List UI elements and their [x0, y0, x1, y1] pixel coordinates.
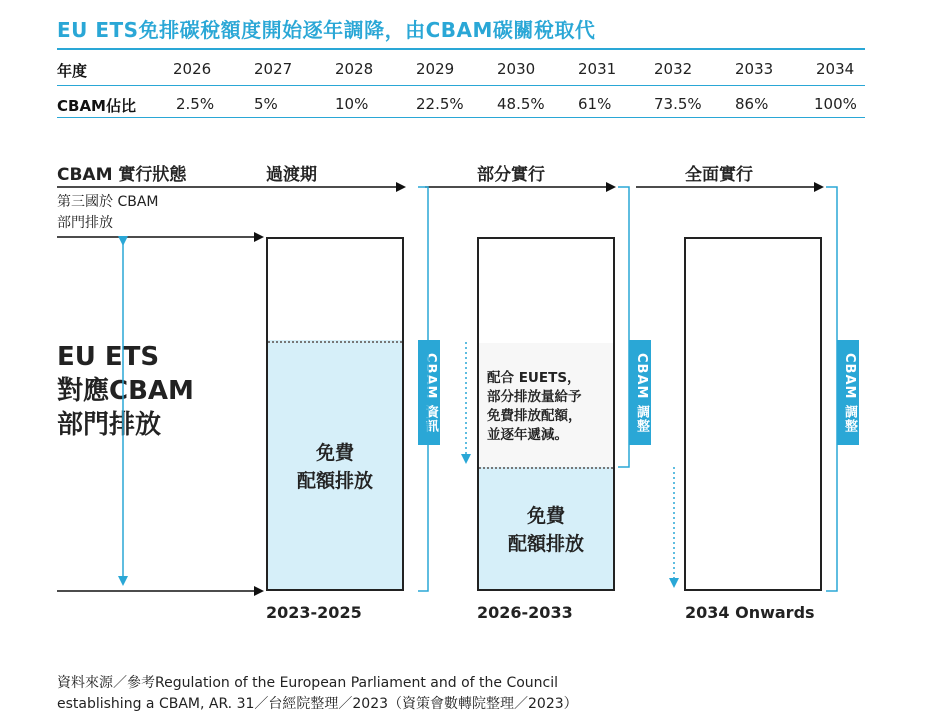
- phase-note-line: 並逐年遞減。: [487, 427, 568, 443]
- phase-bracket: [418, 187, 428, 591]
- share-cell: 10%: [335, 95, 369, 113]
- period-label: 2026-2033: [477, 603, 573, 622]
- cbam-adjust-tag: CBAM 調整: [629, 340, 651, 445]
- year-cell: 2032: [654, 60, 693, 78]
- year-cell: 2031: [578, 60, 617, 78]
- cbam-info-tag: CBAM 資訊: [418, 340, 440, 445]
- eu-ets-line: 部門排放: [57, 410, 162, 440]
- chart-title: EU ETS免排碳稅額度開始逐年調降，由CBAM碳關稅取代: [57, 18, 596, 42]
- phase-note-line: 免費排放配額，: [487, 408, 582, 424]
- year-cell: 2034: [816, 60, 855, 78]
- eu-ets-line: EU ETS: [57, 342, 160, 372]
- cbam-adjust-tag: CBAM 調整: [837, 340, 859, 445]
- free-allowance-line: 免費: [315, 442, 354, 464]
- share-cell: 22.5%: [416, 95, 464, 113]
- phase-name-full: 全面實行: [685, 165, 753, 185]
- phase-bracket: [618, 187, 629, 467]
- source-line: establishing a CBAM, AR. 31／台經院整理／2023（資策會數轉院整理／2023）: [57, 696, 578, 712]
- free-allowance-line: 免費: [526, 505, 565, 527]
- third-country-line: 第三國於 CBAM: [57, 194, 159, 210]
- year-cell: 2030: [497, 60, 536, 78]
- eu-ets-line: 對應CBAM: [57, 376, 194, 406]
- row-label-year: 年度: [57, 62, 88, 80]
- share-cell: 61%: [578, 95, 612, 113]
- source-note: [57, 673, 578, 715]
- year-cell: 2027: [254, 60, 293, 78]
- share-cell: 48.5%: [497, 95, 545, 113]
- row-label-share: CBAM佔比: [57, 97, 136, 115]
- period-label: 2034 Onwards: [685, 603, 815, 622]
- phase-note-line: 部分排放量給予: [487, 389, 582, 405]
- source-line: 資料來源／參考Regulation of the European Parliament and of the Council: [57, 675, 559, 691]
- year-cell: 2033: [735, 60, 774, 78]
- free-allowance-line: 配額排放: [296, 470, 373, 492]
- phase-name-transition: 過渡期: [266, 165, 317, 185]
- share-cell: 100%: [814, 95, 857, 113]
- status-label: CBAM 實行狀態: [57, 165, 187, 185]
- share-cell: 73.5%: [654, 95, 702, 113]
- third-country-line: 部門排放: [57, 215, 113, 231]
- share-cell: 86%: [735, 95, 769, 113]
- free-allowance-line: 配額排放: [507, 533, 584, 555]
- year-cell: 2029: [416, 60, 455, 78]
- year-cell: 2026: [173, 60, 212, 78]
- share-cell: 2.5%: [176, 95, 215, 113]
- phase-bracket: [826, 187, 837, 591]
- share-cell: 5%: [254, 95, 278, 113]
- year-cell: 2028: [335, 60, 374, 78]
- phase-name-partial: 部分實行: [477, 165, 545, 185]
- period-label: 2023-2025: [266, 603, 362, 622]
- phase-note-line: 配合 EUETS，: [487, 370, 581, 386]
